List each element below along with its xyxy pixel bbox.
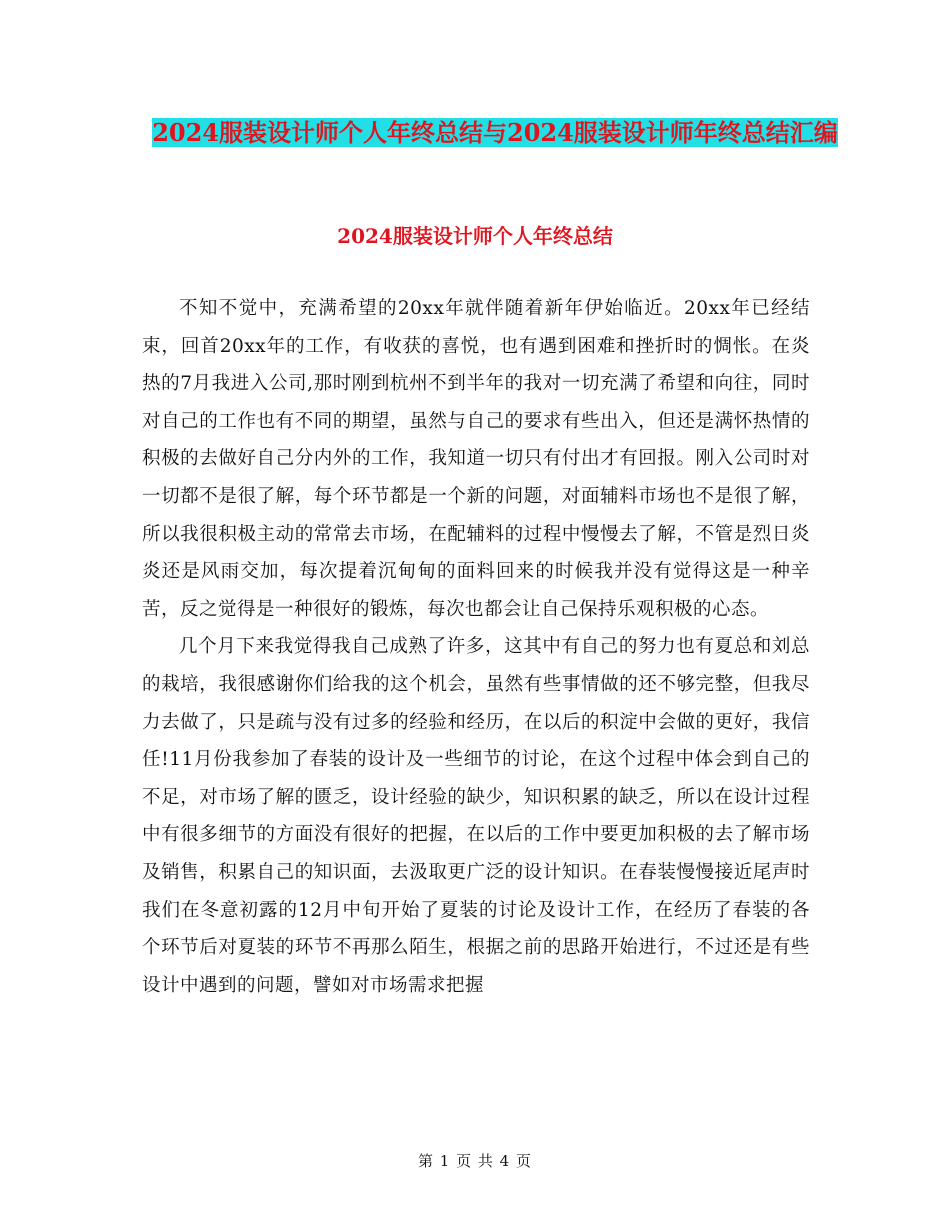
document-body [142,290,810,1004]
document-title [140,112,850,153]
section-title: 2024服装设计师个人年终总结 [337,224,613,248]
paragraph: 几个月下来我觉得我自己成熟了许多，这其中有自己的努力也有夏总和刘总的栽培，我很感谢你们给我的这个机会，虽然有些事情做的还不够完整，但我尽力去做了，只是疏与没有过多的经验和经历，在以后的积淀中会做的更好，我信任!11月份我参加了春装的设计及一些细节的讨论，在这个过程中体会到自己的不足，对市场了解的匮乏，设计经验的缺少，知识积累的缺乏，所以在设计过程中有很多细节的方面没有很好的把握，在以后的工作中要更加积极的去了解市场及销售，积累自己的知识面，去汲取更广泛的设计知识。在春装慢慢接近尾声时我们在冬意初露的12月中旬开始了夏装的讨论及设计工作，在经历了春装的各个环节后对夏装的环节不再那么陌生，根据之前的思路开始进行，不过还是有些设计中遇到的问题，譬如对市场需求把握 [142,636,810,996]
paragraph: 不知不觉中，充满希望的20xx年就伴随着新年伊始临近。20xx年已经结束，回首20xx年的工作，有收获的喜悦，也有遇到困难和挫折时的惆怅。在炎热的7月我进入公司,那时刚到杭州不到半年的我对一切充满了希望和向往，同时对自己的工作也有不同的期望，虽然与自己的要求有些出入，但还是满怀热情的积极的去做好自己分内外的工作，我知道一切只有付出才有回报。刚入公司时对一切都不是很了解，每个环节都是一个新的问题，对面辅料市场也不是很了解，所以我很积极主动的常常去市场，在配辅料的过程中慢慢去了解，不管是烈日炎炎还是风雨交加，每次提着沉甸甸的面料回来的时候我并没有觉得这是一种辛苦，反之觉得是一种很好的锻炼，每次也都会让自己保持乐观积极的心态。 [142,298,810,620]
page-footer: 第 1 页 共 4 页 [418,1152,532,1170]
document-title-text: 2024服装设计师个人年终总结与2024服装设计师年终总结汇编 [152,118,838,147]
